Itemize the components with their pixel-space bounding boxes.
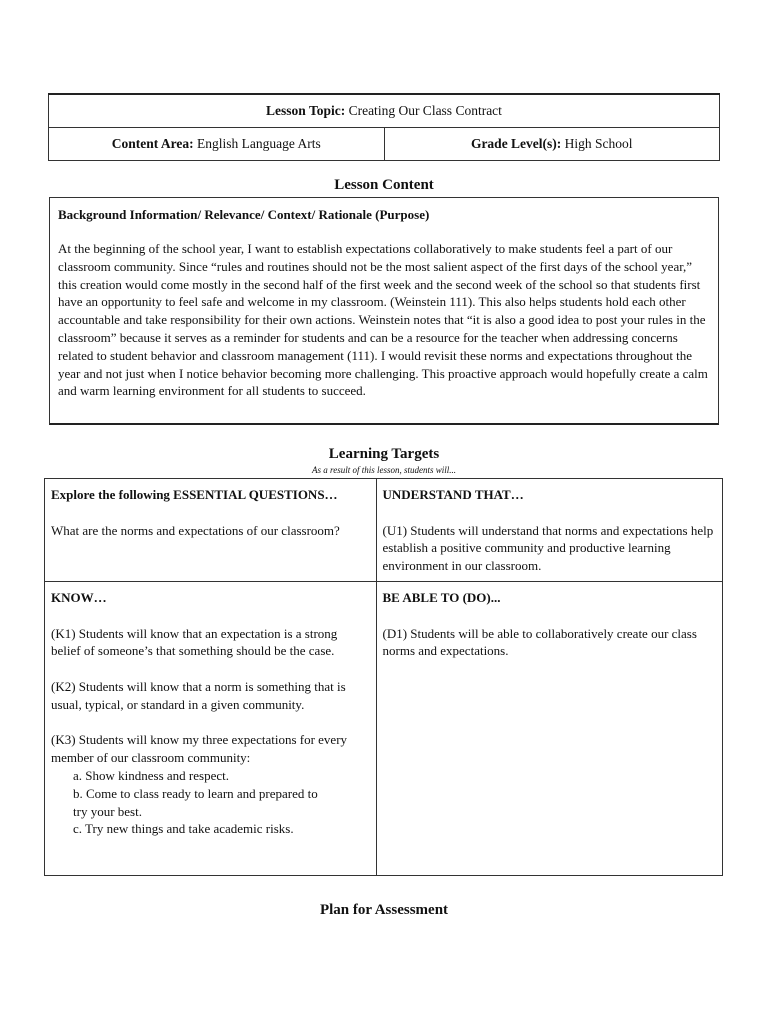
lesson-header-table [48,93,720,161]
area-grade-row [49,128,720,161]
understand-u1-text: (U1) Students will understand that norms and expectations help establish a positive community and productive learning environment in our classroom. [382,522,714,574]
lesson-content-title: Lesson Content [334,177,434,193]
background-heading: Background Information/ Relevance/ Context/ Rationale (Purpose) [58,207,430,222]
know-k3-item-b: b. Come to class ready to learn and prepared to [73,785,318,801]
learning-targets-subtitle: As a result of this lesson, students will... [312,465,456,475]
know-cell [45,581,377,875]
targets-row-2 [45,581,723,875]
plan-for-assessment-title: Plan for Assessment [319,902,449,918]
know-k3-text: (K3) Students will know my three expectations for every member of our classroom community: [51,732,348,766]
lesson-topic-value: Creating Our Class Contract [345,103,502,118]
do-d1-text: (D1) Students will be able to collaboratively create our class norms and expectations. [382,625,697,659]
lesson-topic-label: Lesson Topic: [266,103,346,118]
understand-heading: UNDERSTAND THAT… [382,487,524,502]
grade-level-value: High School [561,136,633,151]
content-area-label: Content Area: [111,136,194,151]
lesson-topic-cell [49,94,720,128]
be-able-to-cell [376,581,723,875]
background-body-text: At the beginning of the school year, I want to establish expectations collaboratively to make students feel a part of our classroom community. Since “rules and routines should not be the most salient aspect of the first days of the school year,” this creation would come mostly in the second half of the first week and the second week of the school so that students first have an opportunity to feel safe and welcome in my classroom. (Weinstein 111). This also helps students hold each other accountable and take responsibility for their own actions. Weinstein notes that “it is also a good idea to post your rules in the classroom” because it serves as a reminder for students and can be a resource for the teacher when addressing concerns related to student behavior and classroom management (111). I would revisit these norms and expectations throughout the year and not just when I notice behavior becoming more challenging. This proactive approach would hopefully create a calm and warm learning environment for all students to succeed. [58,241,708,399]
grade-level-cell [384,128,720,161]
essential-questions-cell [45,479,377,582]
topic-row [49,94,720,128]
know-k3-item-a: a. Show kindness and respect. [73,767,229,783]
background-rationale-box [49,197,719,425]
know-k3-item-b-continued: try your best. [73,803,142,819]
essential-question-text: What are the norms and expectations of our classroom? [51,522,340,538]
learning-targets-title: Learning Targets [328,446,440,462]
targets-row-1 [45,479,723,582]
know-k1-text: (K1) Students will know that an expectation is a strong belief of someone’s that something should be the case. [51,625,338,659]
be-able-to-heading: BE ABLE TO (DO)... [382,589,501,605]
content-area-cell [49,128,385,161]
essential-questions-heading: Explore the following ESSENTIAL QUESTIONS… [51,487,338,502]
understand-cell [376,479,723,582]
know-heading: KNOW… [51,589,107,605]
grade-level-label: Grade Level(s): [470,136,562,151]
know-k3-item-c: c. Try new things and take academic risks. [73,821,294,837]
know-k2-text: (K2) Students will know that a norm is something that is usual, typical, or standard in a given community. [51,678,346,712]
learning-targets-table [44,478,723,876]
content-area-value: English Language Arts [193,136,321,151]
